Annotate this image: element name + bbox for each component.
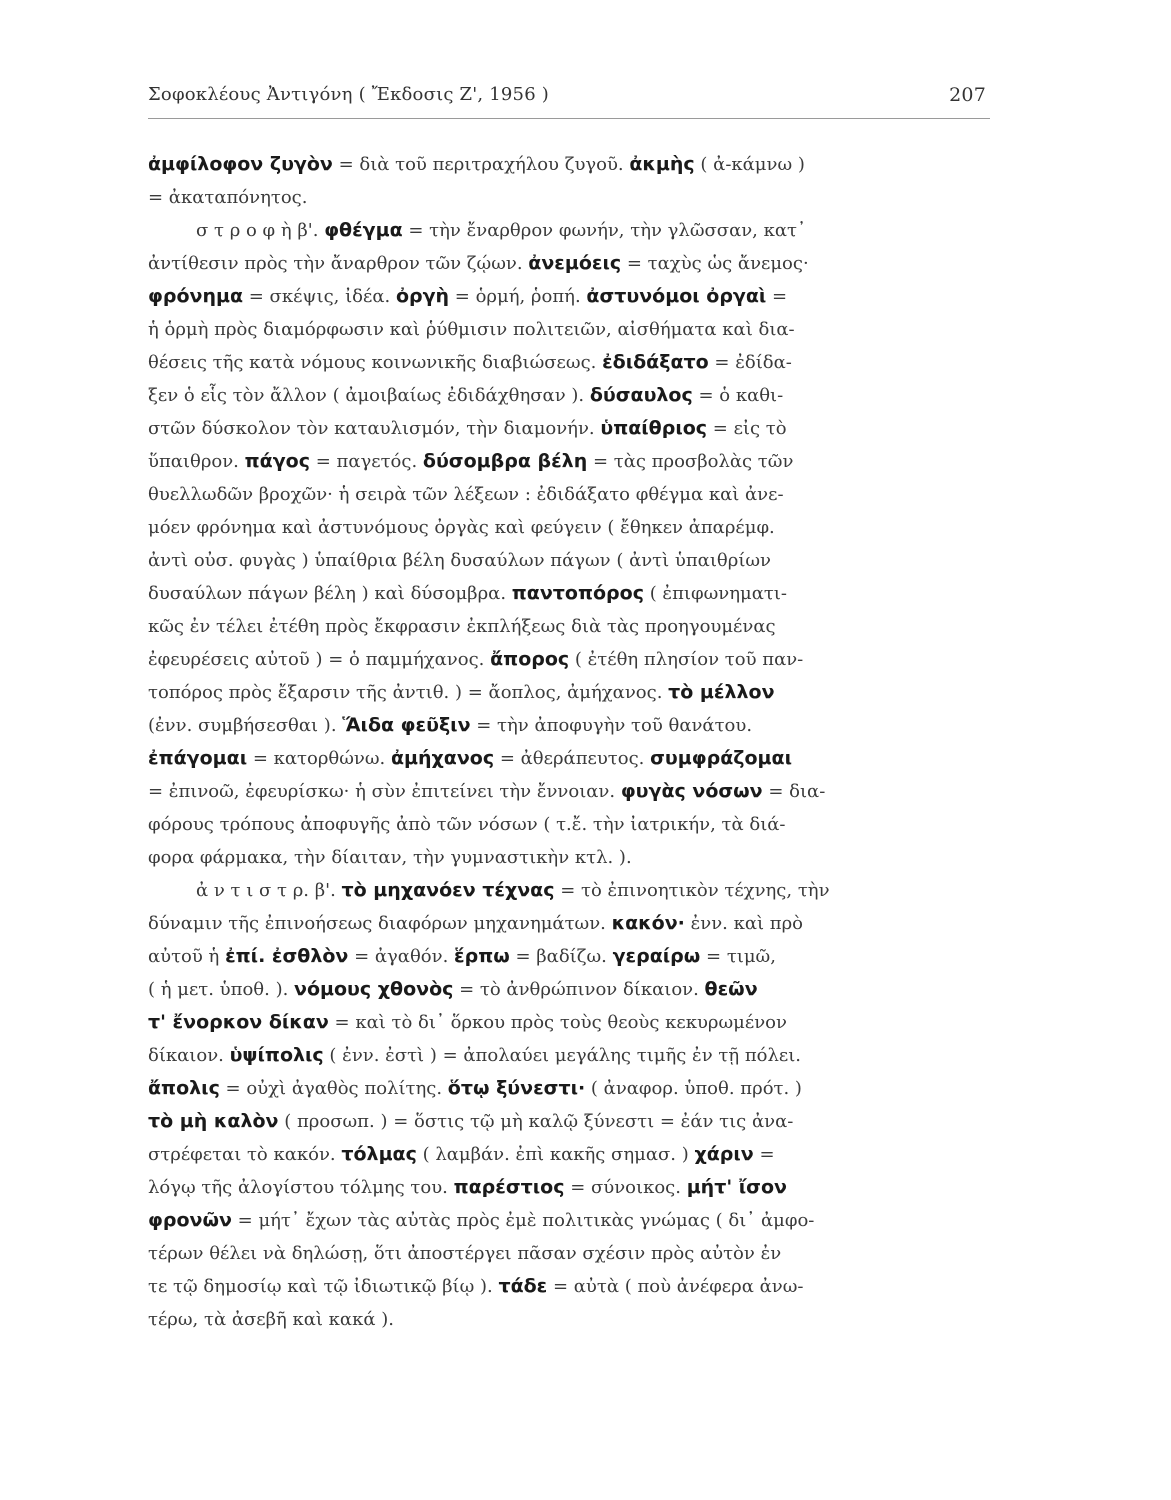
text-line (148, 907, 994, 940)
text-line (148, 181, 994, 214)
gloss-text: = ἀγαθόν. (348, 946, 455, 967)
gloss-text: = αὐτὰ ( ποὺ ἀνέφερα ἀνω- (547, 1276, 804, 1297)
gloss-text: = τὸ ἀνθρώπινον δίκαιον. (453, 979, 705, 1000)
gloss-text: δίκαιον. (148, 1045, 230, 1066)
lemma: ὑψίπολις (229, 1044, 324, 1066)
gloss-text: λόγῳ τῆς ἀλογίστου τόλμης του. (148, 1177, 454, 1198)
text-line (148, 1105, 994, 1138)
gloss-text: ἐφευρέσεις αὐτοῦ ) = ὁ παμμήχανος. (148, 649, 491, 670)
text-line (148, 973, 994, 1006)
gloss-text: = βαδίζω. (509, 946, 613, 967)
gloss-text: ἀντίθεσιν πρὸς τὴν ἄναρθρον τῶν ζῴων. (148, 253, 529, 274)
text-line (148, 1039, 994, 1072)
lemma: γεραίρω (612, 945, 701, 967)
lemma: δύσαυλος (589, 384, 693, 406)
gloss-text: = καὶ τὸ δι᾽ ὅρκου πρὸς τοὺς θεοὺς κεκυρωμένον (328, 1012, 787, 1033)
lemma: μήτ' ἴσον (686, 1176, 787, 1198)
lemma: τόλμας (341, 1143, 417, 1165)
gloss-text: = ταχὺς ὡς ἄνεμος· (621, 253, 809, 274)
lemma: ἐπάγομαι (148, 747, 248, 769)
lemma: ἀκμὴς (629, 153, 695, 175)
gloss-text: ξεν ὁ εἷς τὸν ἄλλον ( ἀμοιβαίως ἐδιδάχθησαν ). (148, 385, 590, 406)
gloss-text: = ἀκαταπόνητος. (148, 187, 308, 208)
gloss-text: δυσαύλων πάγων βέλη ) καὶ δύσομβρα. (148, 583, 512, 604)
gloss-text: = παγετός. (309, 451, 423, 472)
gloss-text: ἀ ν τ ι σ τ ρ. β'. (196, 880, 342, 901)
gloss-text: μόεν φρόνημα καὶ ἀστυνόμους ὀργὰς καὶ φεύγειν ( ἔθηκεν ἀπαρέμφ. (148, 517, 775, 538)
text-line (148, 247, 994, 280)
lemma: φρόνημα (148, 285, 244, 307)
text-line (148, 874, 994, 907)
text-line (148, 379, 994, 412)
lemma: ὑπαίθριος (600, 417, 708, 439)
gloss-text: = ὁ καθι- (692, 385, 784, 406)
gloss-text: ἀντὶ οὐσ. φυγὰς ) ὑπαίθρια βέλη δυσαύλων πάγων ( ἀντὶ ὑπαιθρίων (148, 550, 771, 571)
lemma: ἄπορος (490, 648, 570, 670)
lemma: ἄπολις (148, 1077, 220, 1099)
lemma: παντοπόρος (511, 582, 644, 604)
gloss-text: = ὁρμή, ῥοπή. (449, 286, 587, 307)
gloss-text: = τὴν ἔναρθρον φωνήν, τὴν γλῶσσαν, κατ᾽ (402, 220, 806, 241)
gloss-text: = τιμῶ, (700, 946, 776, 967)
gloss-text: = οὐχὶ ἀγαθὸς πολίτης. (219, 1078, 448, 1099)
header-rule (148, 118, 990, 119)
gloss-text: = μήτ᾽ ἔχων τὰς αὐτὰς πρὸς ἐμὲ πολιτικὰς γνώμας ( δι᾽ ἀμφο- (231, 1210, 815, 1231)
text-line (148, 346, 994, 379)
gloss-text: (ἐνν. συμβήσεσθαι ). (148, 715, 343, 736)
text-line (148, 478, 994, 511)
lemma: ἀμφίλοφον ζυγὸν (148, 153, 333, 175)
lemma: ἐδιδάξατο (602, 351, 709, 373)
gloss-text: αὐτοῦ ἡ (148, 946, 226, 967)
gloss-text: ( ἐνν. ἐστὶ ) = ἀπολαύει μεγάλης τιμῆς ἐν τῇ πόλει. (323, 1045, 802, 1066)
lemma: χάριν (694, 1143, 754, 1165)
lemma: ἀστυνόμοι ὀργαὶ (586, 285, 767, 307)
text-line (148, 841, 994, 874)
text-line (148, 445, 994, 478)
text-line (148, 577, 994, 610)
gloss-text: = τὴν ἀποφυγὴν τοῦ θανάτου. (470, 715, 753, 736)
gloss-text: τέρω, τὰ ἀσεβῆ καὶ κακά ). (148, 1309, 394, 1330)
lemma: φθέγμα (324, 219, 403, 241)
lemma: τὸ μηχανόεν τέχνας (341, 879, 555, 901)
text-line (148, 940, 994, 973)
text-line (148, 775, 994, 808)
gloss-text: στῶν δύσκολον τὸν καταυλισμόν, τὴν διαμονήν. (148, 418, 601, 439)
gloss-text: ( προσωπ. ) = ὅστις τῷ μὴ καλῷ ξύνεστι = ἐάν τις ἀνα- (278, 1111, 794, 1132)
lemma: παρέστιος (453, 1176, 565, 1198)
commentary-text (148, 148, 994, 1336)
lemma: ὅτῳ ξύνεστι· (447, 1077, 586, 1099)
gloss-text: τέρων θέλει νὰ δηλώσῃ, ὅτι ἀποστέργει πᾶσαν σχέσιν πρὸς αὐτὸν ἐν (148, 1243, 782, 1264)
lemma: δύσομβρα βέλη (422, 450, 588, 472)
gloss-text: τε τῷ δημοσίῳ καὶ τῷ ἰδιωτικῷ βίῳ ). (148, 1276, 499, 1297)
text-line (148, 1303, 994, 1336)
text-line (148, 742, 994, 775)
lemma: ἀνεμόεις (528, 252, 622, 274)
text-line (148, 544, 994, 577)
text-line (148, 148, 994, 181)
gloss-text: τοπόρος πρὸς ἔξαρσιν τῆς ἀντιθ. ) = ἄοπλος, ἀμήχανος. (148, 682, 669, 703)
gloss-text: ( ἡ μετ. ὑποθ. ). (148, 979, 295, 1000)
gloss-text: ἐνν. καὶ πρὸ (684, 913, 804, 934)
lemma: συμφράζομαι (650, 747, 792, 769)
gloss-text: = σκέψις, ἰδέα. (243, 286, 396, 307)
text-line (148, 1006, 994, 1039)
text-line (148, 1270, 994, 1303)
lemma: ἀμήχανος (390, 747, 495, 769)
text-line (148, 709, 994, 742)
gloss-text: = κατορθώνω. (247, 748, 391, 769)
lemma: τὸ μέλλον (668, 681, 775, 703)
text-line (148, 643, 994, 676)
gloss-text: = ἐδίδα- (708, 352, 792, 373)
text-line (148, 214, 994, 247)
page-number: 207 (949, 84, 986, 106)
lemma: ὀργὴ (395, 285, 450, 307)
gloss-text: ( ἀναφορ. ὑποθ. πρότ. ) (585, 1078, 802, 1099)
text-line (148, 808, 994, 841)
gloss-text: ( ἐπιφωνηματι- (643, 583, 787, 604)
gloss-text: στρέφεται τὸ κακόν. (148, 1144, 342, 1165)
gloss-text: ὕπαιθρον. (148, 451, 245, 472)
gloss-text: = ἀθεράπευτος. (494, 748, 651, 769)
lemma: θεῶν (704, 978, 758, 1000)
lemma: φρονῶν (148, 1209, 232, 1231)
text-line (148, 511, 994, 544)
lemma: φυγὰς νόσων (620, 780, 763, 802)
lemma: τάδε (498, 1275, 548, 1297)
lemma: Ἅιδα φεῦξιν (342, 714, 471, 736)
lemma: νόμους χθονὸς (294, 978, 454, 1000)
text-line (148, 610, 994, 643)
gloss-text: = σύνοικος. (564, 1177, 687, 1198)
gloss-text: ( λαμβάν. ἐπὶ κακῆς σημασ. ) (416, 1144, 695, 1165)
lemma: κακόν· (611, 912, 685, 934)
gloss-text: = εἰς τὸ (707, 418, 787, 439)
gloss-text: = ἐπινοῶ, ἐφευρίσκω· ἡ σὺν ἐπιτείνει τὴν ἔννοιαν. (148, 781, 621, 802)
gloss-text: ἡ ὁρμὴ πρὸς διαμόρφωσιν καὶ ῥύθμισιν πολιτειῶν, αἰσθήματα καὶ δια- (148, 319, 795, 340)
lemma: τ' ἔνορκον δίκαν (148, 1011, 329, 1033)
gloss-text: θυελλωδῶν βροχῶν· ἡ σειρὰ τῶν λέξεων : ἐδιδάξατο φθέγμα καὶ ἀνε- (148, 484, 784, 505)
gloss-text: = τὰς προσβολὰς τῶν (587, 451, 794, 472)
gloss-text: φόρους τρόπους ἀποφυγῆς ἀπὸ τῶν νόσων ( τ.ἔ. τὴν ἰατρικήν, τὰ διά- (148, 814, 786, 835)
lemma: τὸ μὴ καλὸν (148, 1110, 279, 1132)
lemma: ἕρπω (454, 945, 510, 967)
lemma: ἐπί. ἐσθλὸν (225, 945, 349, 967)
gloss-text: σ τ ρ ο φ ὴ β'. (196, 220, 325, 241)
text-line (148, 1171, 994, 1204)
gloss-text: ( ἐτέθη πλησίον τοῦ παν- (569, 649, 804, 670)
text-line (148, 1204, 994, 1237)
text-line (148, 1138, 994, 1171)
text-line (148, 1237, 994, 1270)
lemma: πάγος (244, 450, 310, 472)
header-title: Σοφοκλέους Ἀντιγόνη ( Ἔκδοσις Ζ', 1956 ) (148, 84, 549, 105)
gloss-text: = διὰ τοῦ περιτραχήλου ζυγοῦ. (332, 154, 630, 175)
text-line (148, 676, 994, 709)
gloss-text: κῶς ἐν τέλει ἐτέθη πρὸς ἔκφρασιν ἐκπλήξεως διὰ τὰς προηγουμένας (148, 616, 776, 637)
gloss-text: = τὸ ἐπινοητικὸν τέχνης, τὴν (554, 880, 830, 901)
text-line (148, 1072, 994, 1105)
text-line (148, 412, 994, 445)
gloss-text: φορα φάρμακα, τὴν δίαιταν, τὴν γυμναστικὴν κτλ. ). (148, 847, 632, 868)
gloss-text: = (753, 1144, 775, 1165)
gloss-text: = (766, 286, 788, 307)
text-line (148, 313, 994, 346)
gloss-text: = δια- (762, 781, 826, 802)
text-line (148, 280, 994, 313)
gloss-text: θέσεις τῆς κατὰ νόμους κοινωνικῆς διαβιώσεως. (148, 352, 603, 373)
gloss-text: ( ἀ-κάμνω ) (694, 154, 805, 175)
gloss-text: δύναμιν τῆς ἐπινοήσεως διαφόρων μηχανημάτων. (148, 913, 612, 934)
